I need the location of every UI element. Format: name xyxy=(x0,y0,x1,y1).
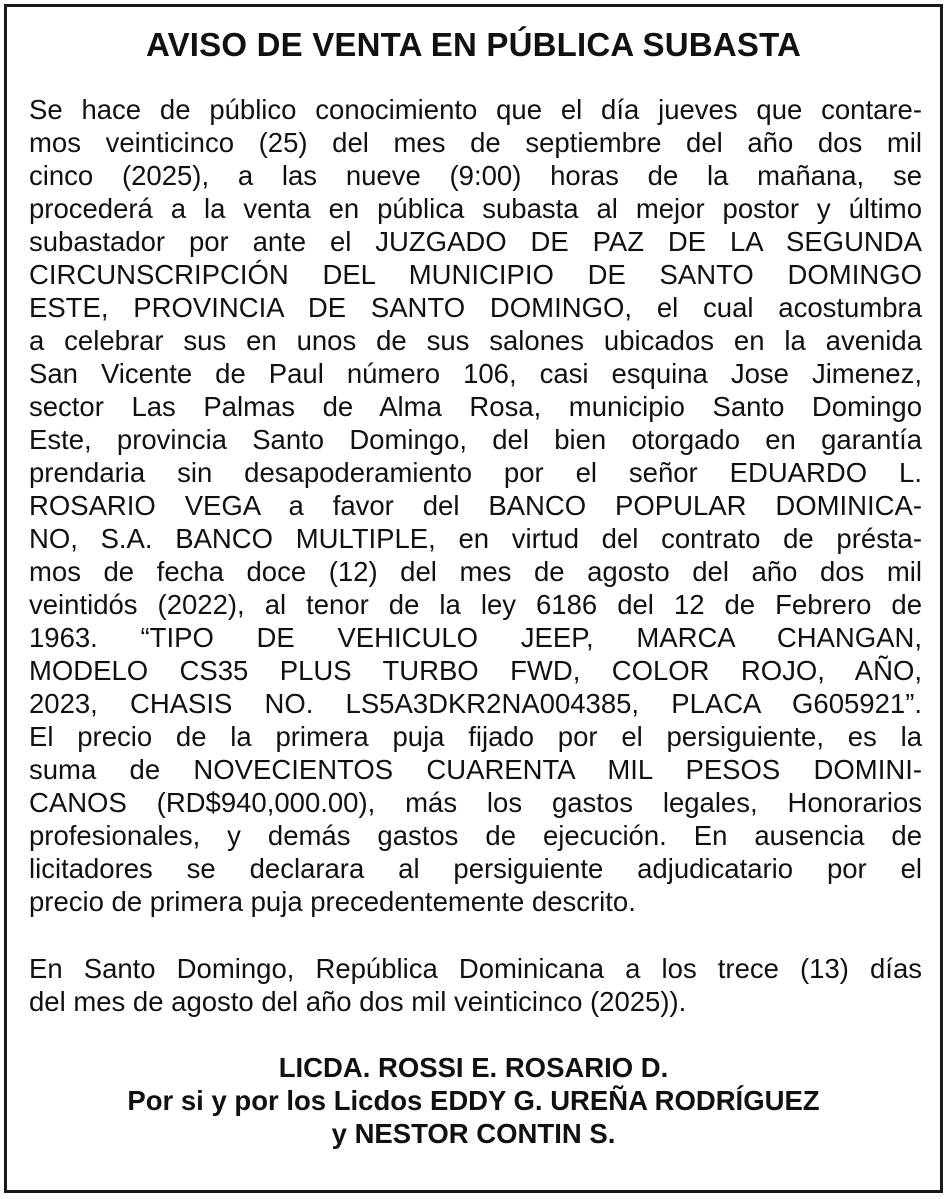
body-line: ESTE, PROVINCIA DE SANTO DOMINGO, el cual acostumbra xyxy=(29,292,922,323)
body-line: procederá a la venta en pública subasta al mejor postor y último xyxy=(29,193,922,224)
body-line: CANOS (RD$940,000.00), más los gastos legales, Honorarios xyxy=(29,787,922,818)
body-line: 1963. “TIPO DE VEHICULO JEEP, MARCA CHANGAN, xyxy=(29,622,922,653)
body-line: veintidós (2022), al tenor de la ley 6186 del 12 de Febrero de xyxy=(29,589,922,620)
body-line: suma de NOVECIENTOS CUARENTA MIL PESOS DOMINI- xyxy=(29,754,922,785)
body-line: prendaria sin desapoderamiento por el señor EDUARDO L. xyxy=(29,457,922,488)
body-line: subastador por ante el JUZGADO DE PAZ DE LA SEGUNDA xyxy=(29,226,922,257)
notice-title: AVISO DE VENTA EN PÚBLICA SUBASTA xyxy=(145,26,802,63)
body-line: mos veinticinco (25) del mes de septiembre del año dos mil xyxy=(29,127,922,158)
body-line: 2023, CHASIS NO. LS5A3DKR2NA004385, PLACA G605921”. xyxy=(29,688,922,719)
body-line: MODELO CS35 PLUS TURBO FWD, COLOR ROJO, AÑO, xyxy=(29,655,922,686)
closing-line: del mes de agosto del año dos mil veinticinco (2025)). xyxy=(29,986,687,1017)
body-line: Este, provincia Santo Domingo, del bien otorgado en garantía xyxy=(29,424,922,455)
body-line: licitadores se declarara al persiguiente adjudicatario por el xyxy=(29,853,922,884)
body-line: El precio de la primera puja fijado por el persiguiente, es la xyxy=(29,721,922,752)
signature-line: y NESTOR CONTIN S. xyxy=(331,1118,616,1149)
body-line: sector Las Palmas de Alma Rosa, municipio Santo Domingo xyxy=(29,391,922,422)
body-line: San Vicente de Paul número 106, casi esquina Jose Jimenez, xyxy=(29,358,922,389)
body-line: profesionales, y demás gastos de ejecución. En ausencia de xyxy=(29,820,922,851)
legal-notice xyxy=(4,4,943,1193)
body-line: NO, S.A. BANCO MULTIPLE, en virtud del contrato de présta- xyxy=(29,523,922,554)
body-line: CIRCUNSCRIPCIÓN DEL MUNICIPIO DE SANTO DOMINGO xyxy=(29,259,922,290)
body-line: a celebrar sus en unos de sus salones ubicados en la avenida xyxy=(29,325,922,356)
signature-name: LICDA. ROSSI E. ROSARIO D. xyxy=(278,1052,669,1083)
body-line: ROSARIO VEGA a favor del BANCO POPULAR DOMINICA- xyxy=(29,490,922,521)
body-line: cinco (2025), a las nueve (9:00) horas de la mañana, se xyxy=(29,160,922,191)
body-line: Se hace de público conocimiento que el día jueves que contare- xyxy=(29,94,922,125)
body-line: mos de fecha doce (12) del mes de agosto del año dos mil xyxy=(29,556,922,587)
closing-line: En Santo Domingo, República Dominicana a los trece (13) días xyxy=(29,953,922,984)
signature-line: Por si y por los Licdos EDDY G. UREÑA RODRÍGUEZ xyxy=(127,1085,820,1116)
body-line: precio de primera puja precedentemente descrito. xyxy=(29,886,636,917)
